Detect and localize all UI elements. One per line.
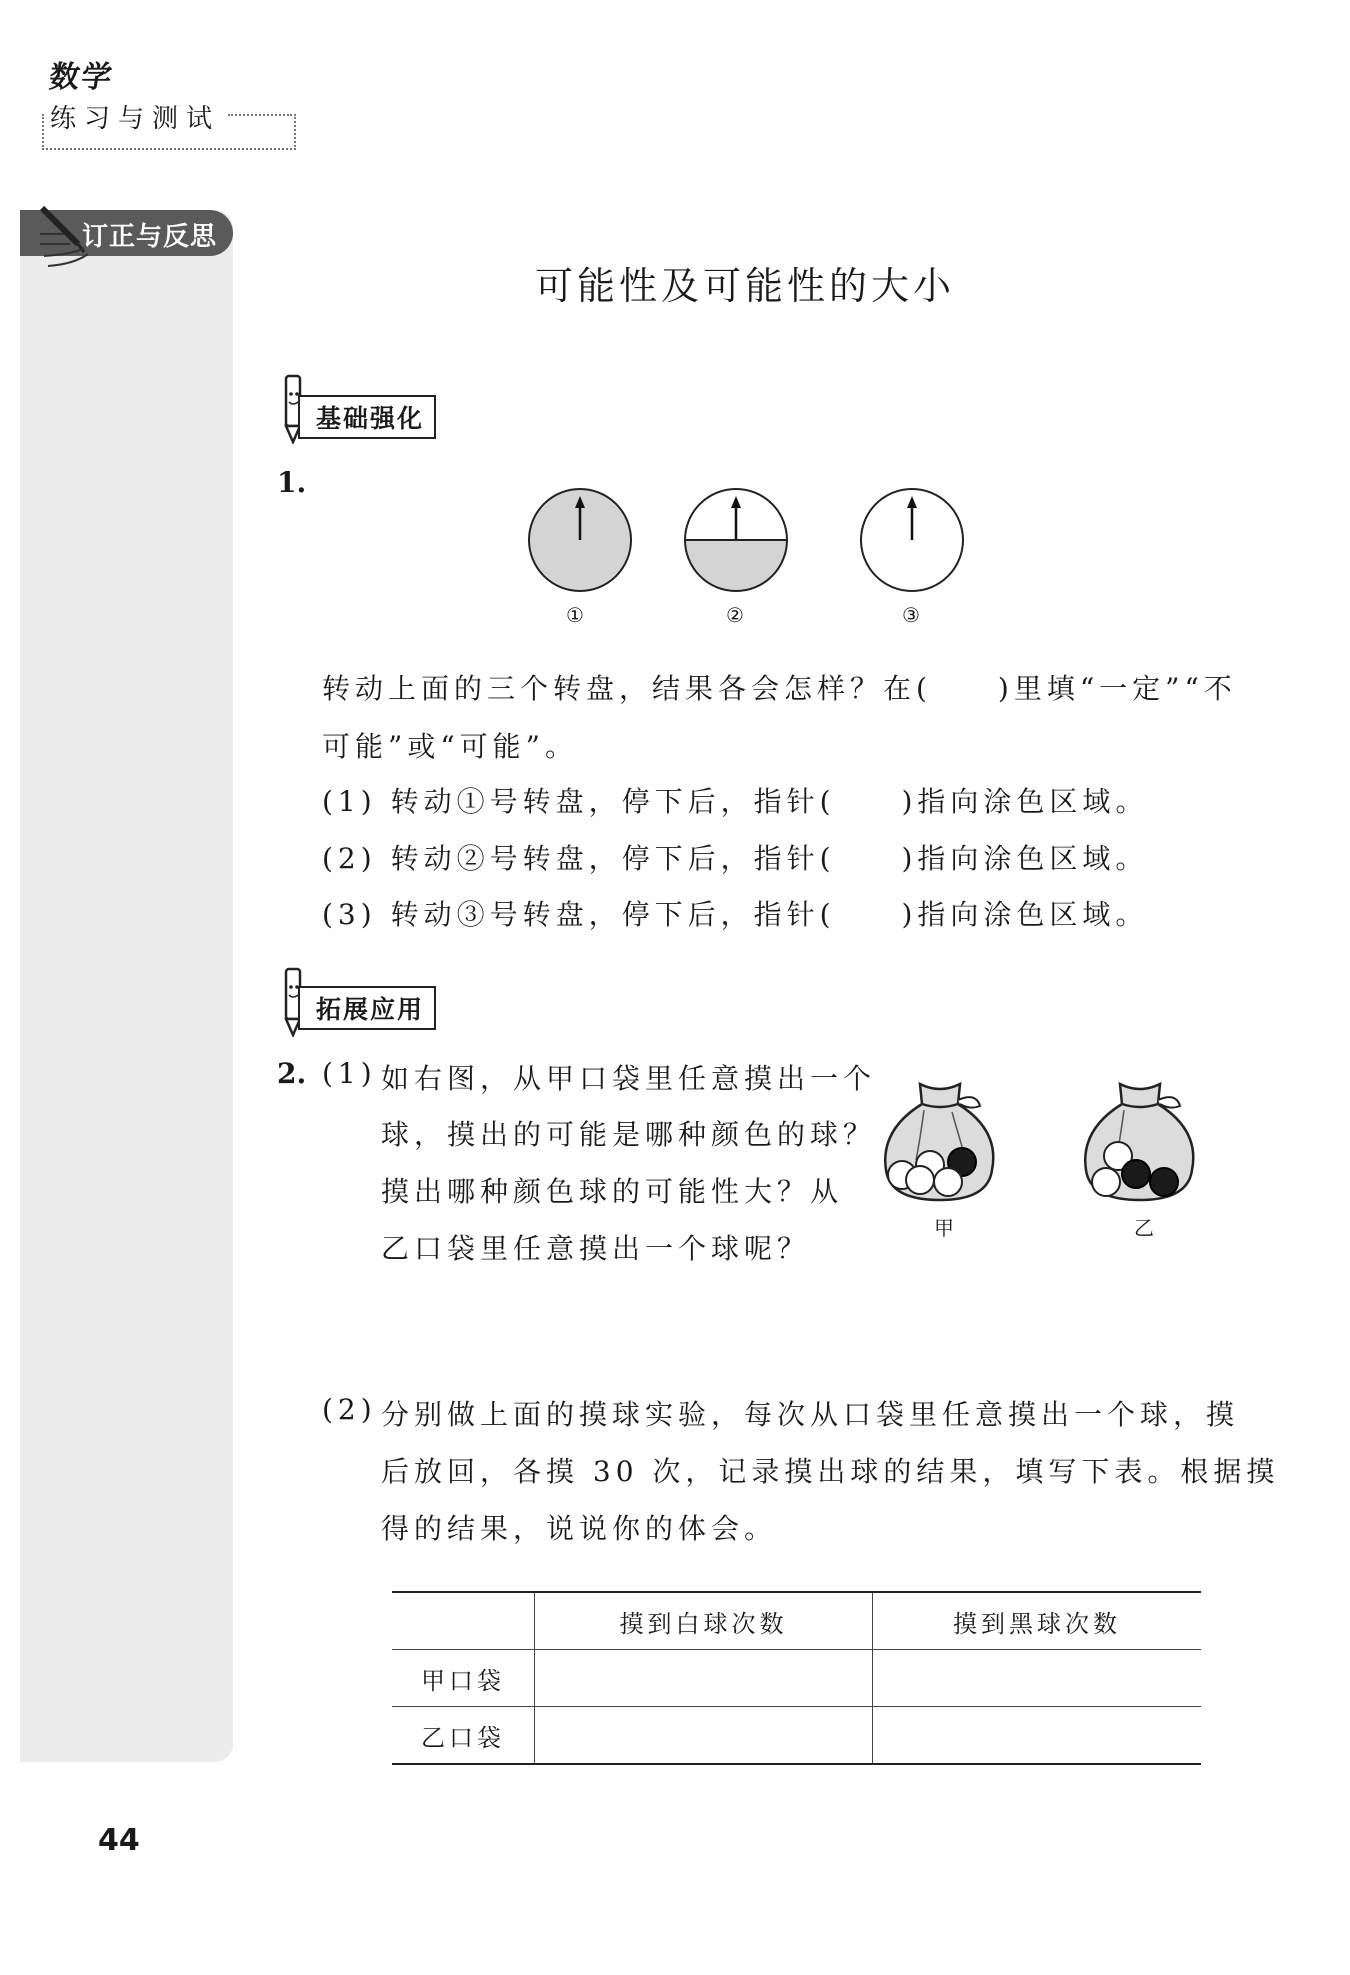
table-header-blank <box>392 1592 535 1650</box>
page-number: 44 <box>98 1823 140 1858</box>
spinner-2 <box>685 489 787 591</box>
q1-item-3: (3) 转动③号转盘，停下后，指针( )指向涂色区域。 <box>322 898 1149 931</box>
table-header-white: 摸到白球次数 <box>535 1592 873 1650</box>
bag-label-jia: 甲 <box>934 1216 954 1240</box>
q1-item-2: (2) 转动②号转盘，停下后，指针( )指向涂色区域。 <box>322 842 1149 875</box>
spinner-3 <box>861 489 963 591</box>
results-table <box>392 1591 1201 1765</box>
section-basic: 基础强化 <box>298 395 436 439</box>
spinner-label-3: ③ <box>902 603 920 627</box>
q2-part2-line3: 得的结果，说说你的体会。 <box>381 1512 778 1545</box>
header-dotted-frame <box>42 114 296 150</box>
table-row <box>392 1650 1201 1707</box>
q1-item-1: (1) 转动①号转盘，停下后，指针( )指向涂色区域。 <box>322 785 1149 818</box>
table-header-black: 摸到黑球次数 <box>953 1609 1121 1638</box>
page-title: 可能性及可能性的大小 <box>534 264 955 308</box>
q2-part1-prefix: (1) <box>322 1057 377 1090</box>
header-dotted-top <box>228 114 292 116</box>
series-label: 练习与测试 <box>50 104 221 134</box>
row-label-yi: 乙口袋 <box>392 1707 535 1765</box>
q2-part1-line3: 摸出哪种颜色球的可能性大？从 <box>381 1175 844 1208</box>
section-extend: 拓展应用 <box>298 986 436 1030</box>
spinner-label-2: ② <box>726 603 744 627</box>
cell-jia-black[interactable] <box>873 1650 1202 1707</box>
bag-label-yi: 乙 <box>1134 1216 1154 1240</box>
table-row <box>392 1707 1201 1765</box>
q2-part2-line2: 后放回，各摸 30 次，记录摸出球的结果，填写下表。根据摸 <box>381 1455 1280 1488</box>
q2-part1-line4: 乙口袋里任意摸出一个球呢？ <box>381 1232 811 1265</box>
subject-label: 数学 <box>47 60 116 95</box>
q2-part2-line1: 分别做上面的摸球实验，每次从口袋里任意摸出一个球，摸 <box>381 1398 1240 1431</box>
bags-figure <box>880 1070 1220 1230</box>
spinner-label-1: ① <box>566 603 584 627</box>
bag-jia <box>885 1084 993 1200</box>
cell-yi-black[interactable] <box>873 1707 1202 1765</box>
q1-prompt-line2: 可能”或“可能”。 <box>322 730 578 763</box>
table-header-row <box>392 1592 1201 1650</box>
sidebar-label: 订正与反思 <box>82 222 218 252</box>
question-number: 2. <box>277 1057 307 1090</box>
correction-sidebar <box>20 210 233 1762</box>
q2-part2-prefix: (2) <box>322 1393 377 1426</box>
cell-jia-white[interactable] <box>535 1650 873 1707</box>
spinner-1 <box>529 489 631 591</box>
q2-part1-line1: 如右图，从甲口袋里任意摸出一个 <box>381 1062 877 1095</box>
row-label-jia: 甲口袋 <box>392 1650 535 1707</box>
bag-yi <box>1085 1084 1193 1200</box>
q2-part1-line2: 球，摸出的可能是哪种颜色的球？ <box>381 1118 877 1151</box>
question-number: 1. <box>277 466 307 499</box>
cell-yi-white[interactable] <box>535 1707 873 1765</box>
q1-prompt-line1: 转动上面的三个转盘，结果各会怎样？在( )里填“一定”“不 <box>322 672 1237 705</box>
